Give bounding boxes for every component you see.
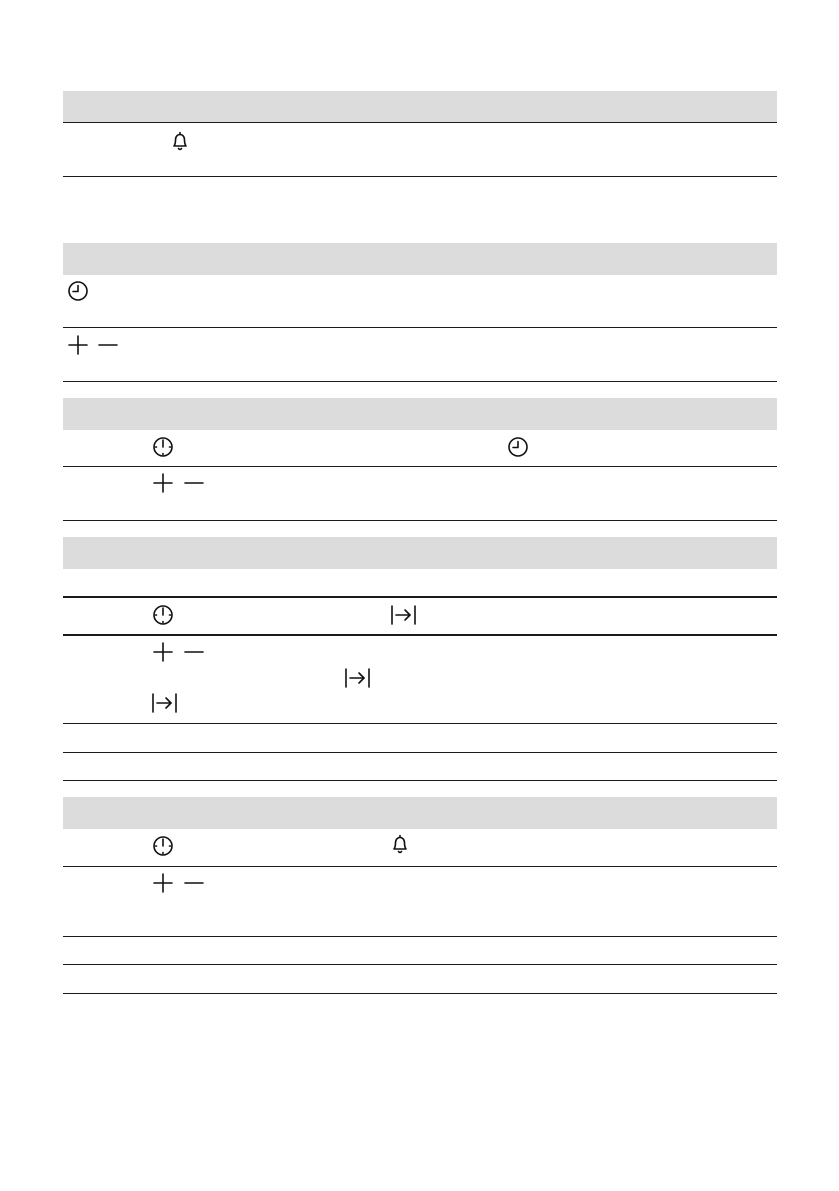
divider bbox=[63, 520, 777, 521]
minus-icon bbox=[183, 472, 205, 494]
divider bbox=[63, 327, 777, 328]
timer-icon bbox=[152, 835, 174, 857]
end-time-icon bbox=[390, 604, 418, 626]
divider bbox=[63, 596, 777, 598]
bell-icon bbox=[391, 834, 409, 856]
divider bbox=[63, 964, 777, 965]
timer-icon bbox=[152, 436, 174, 458]
end-time-icon bbox=[344, 667, 372, 689]
manual-page bbox=[63, 0, 777, 1191]
divider bbox=[63, 993, 777, 994]
plus-icon bbox=[67, 334, 89, 356]
section-3-header-band bbox=[63, 398, 777, 430]
plus-icon bbox=[152, 472, 174, 494]
divider bbox=[63, 936, 777, 937]
divider bbox=[63, 381, 777, 382]
timer-icon bbox=[152, 604, 174, 626]
minus-icon bbox=[183, 641, 205, 663]
divider bbox=[63, 176, 777, 177]
divider bbox=[63, 780, 777, 781]
divider bbox=[63, 122, 777, 123]
end-time-icon bbox=[151, 692, 179, 714]
plus-icon bbox=[152, 641, 174, 663]
divider bbox=[63, 752, 777, 753]
divider bbox=[63, 723, 777, 724]
clock-icon bbox=[67, 280, 89, 302]
divider bbox=[63, 866, 777, 867]
section-5-header-band bbox=[63, 797, 777, 829]
clock-icon bbox=[507, 436, 529, 458]
minus-icon bbox=[97, 334, 119, 356]
section-4-header-band bbox=[63, 537, 777, 569]
plus-icon bbox=[152, 872, 174, 894]
section-1-header-band bbox=[63, 91, 777, 123]
section-2-header-band bbox=[63, 243, 777, 275]
bell-icon bbox=[171, 131, 189, 153]
minus-icon bbox=[183, 872, 205, 894]
divider bbox=[63, 634, 777, 636]
divider bbox=[63, 466, 777, 467]
